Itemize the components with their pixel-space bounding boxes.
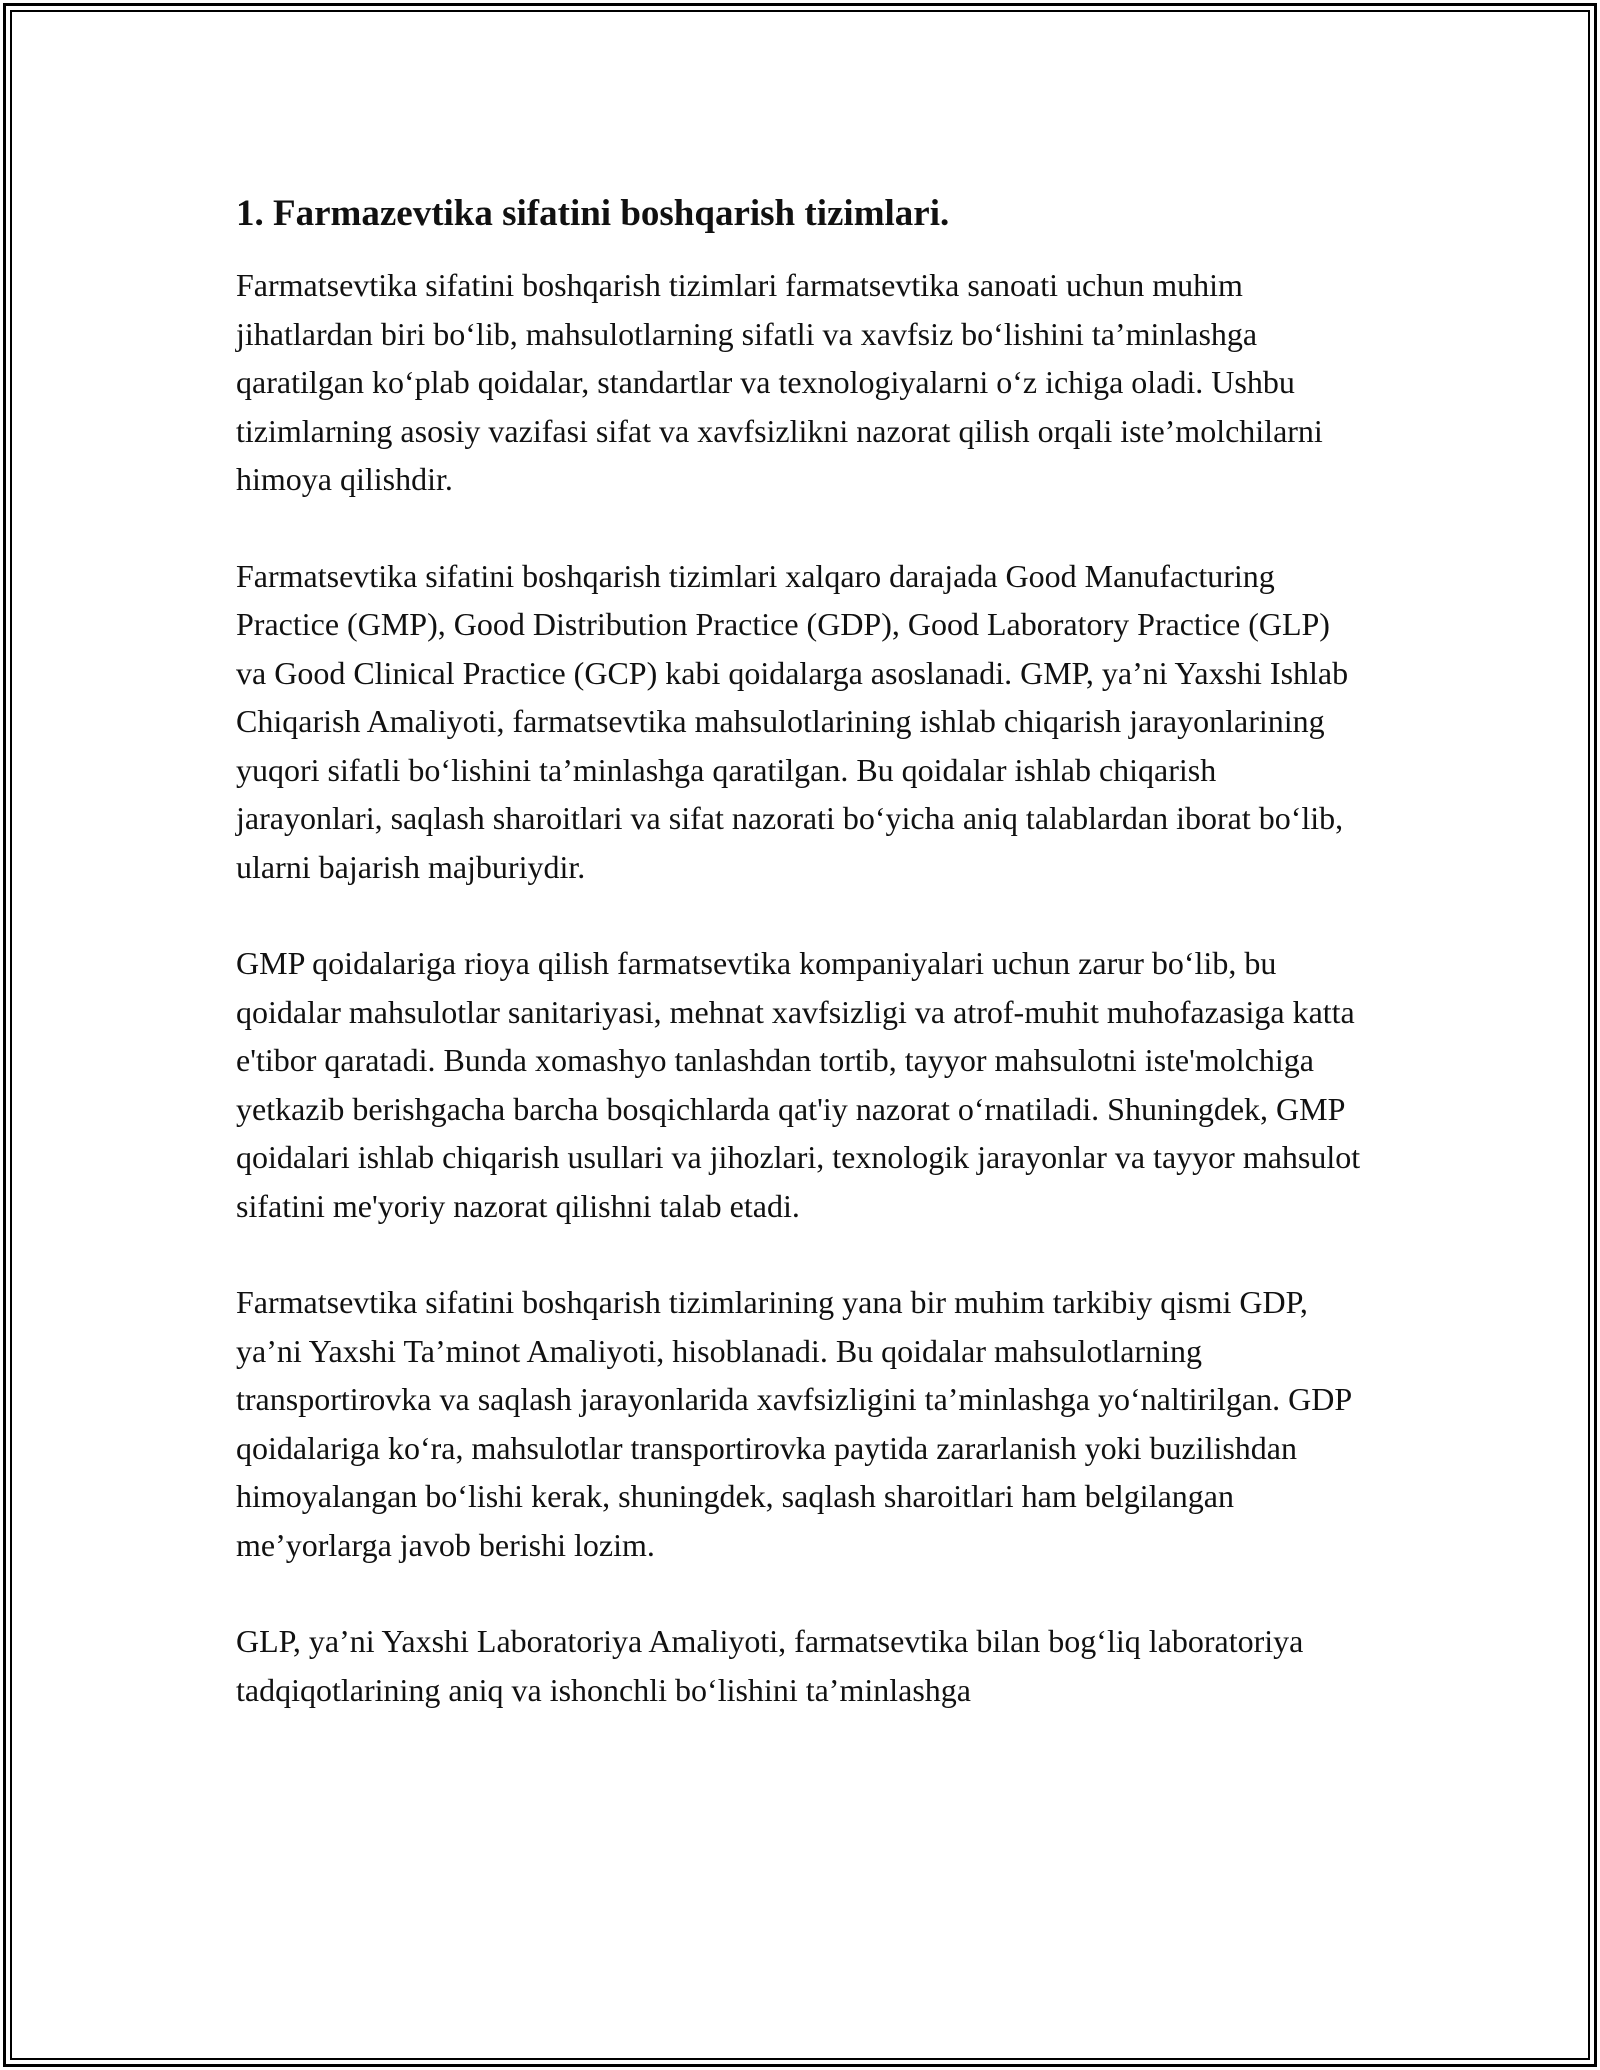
paragraph-intro: Farmatsevtika sifatini boshqarish tizimlari farmatsevtika sanoati uchun muhim jihatlardan biri bo‘lib, mahsulotlarning sifatli va xavfsiz bo‘lishini ta’minlashga qaratilgan ko‘plab qoidalar, standartlar va texnologiyalarni o‘z ichiga oladi. Ushbu tizimlarning asosiy vazifasi sifat va xavfsizlikni nazorat qilish orqali iste’molchilarni himoya qilishdir. — [236, 267, 1323, 497]
section-heading: 1. Farmazevtika sifatini boshqarish tizimlari. — [236, 193, 950, 234]
paragraph-gmp: GMP qoidalariga rioya qilish farmatsevtika kompaniyalari uchun zarur bo‘lib, bu qoidalar mahsulotlar sanitariyasi, mehnat xavfsizligi va atrof-muhit muhofazasiga katta e'tibor qaratadi. Bunda xomashyo tanlashdan tortib, tayyor mahsulotni iste'molchiga yetkazib berishgacha barcha bosqichlarda qat'iy nazorat o‘rnatiladi. Shuningdek, GMP qoidalari ishlab chiqarish usullari va jihozlari, texnologik jarayonlar va tayyor mahsulot sifatini me'yoriy nazorat qilishni talab etadi. — [236, 945, 1361, 1224]
document-content — [236, 190, 1366, 1714]
paragraph-standards: Farmatsevtika sifatini boshqarish tizimlari xalqaro darajada Good Manufacturing Practice (GMP), Good Distribution Practice (GDP), Good Laboratory Practice (GLP) va Good Clinical Practice (GCP) kabi qoidalarga asoslanadi. GMP, ya’ni Yaxshi Ishlab Chiqarish Amaliyoti, farmatsevtika mahsulotlarining ishlab chiqarish jarayonlarining yuqori sifatli bo‘lishini ta’minlashga qaratilgan. Bu qoidalar ishlab chiqarish jarayonlari, saqlash sharoitlari va sifat nazorati bo‘yicha aniq talablardan iborat bo‘lib, ularni bajarish majburiydir. — [236, 557, 1349, 885]
paragraph-glp: GLP, ya’ni Yaxshi Laboratoriya Amaliyoti, farmatsevtika bilan bog‘liq laboratoriya tadqiqotlarining aniq va ishonchli bo‘lishini ta’minlashga — [236, 1623, 1304, 1708]
paragraph-gdp: Farmatsevtika sifatini boshqarish tizimlarining yana bir muhim tarkibiy qismi GDP, ya’ni Yaxshi Ta’minot Amaliyoti, hisoblanadi. Bu qoidalar mahsulotlarning transportirovka va saqlash jarayonlarida xavfsizligini ta’minlashga yo‘naltirilgan. GDP qoidalariga ko‘ra, mahsulotlar transportirovka paytida zararlanish yoki buzilishdan himoyalangan bo‘lishi kerak, shuningdek, saqlash sharoitlari ham belgilangan me’yorlarga javob berishi lozim. — [236, 1284, 1351, 1563]
